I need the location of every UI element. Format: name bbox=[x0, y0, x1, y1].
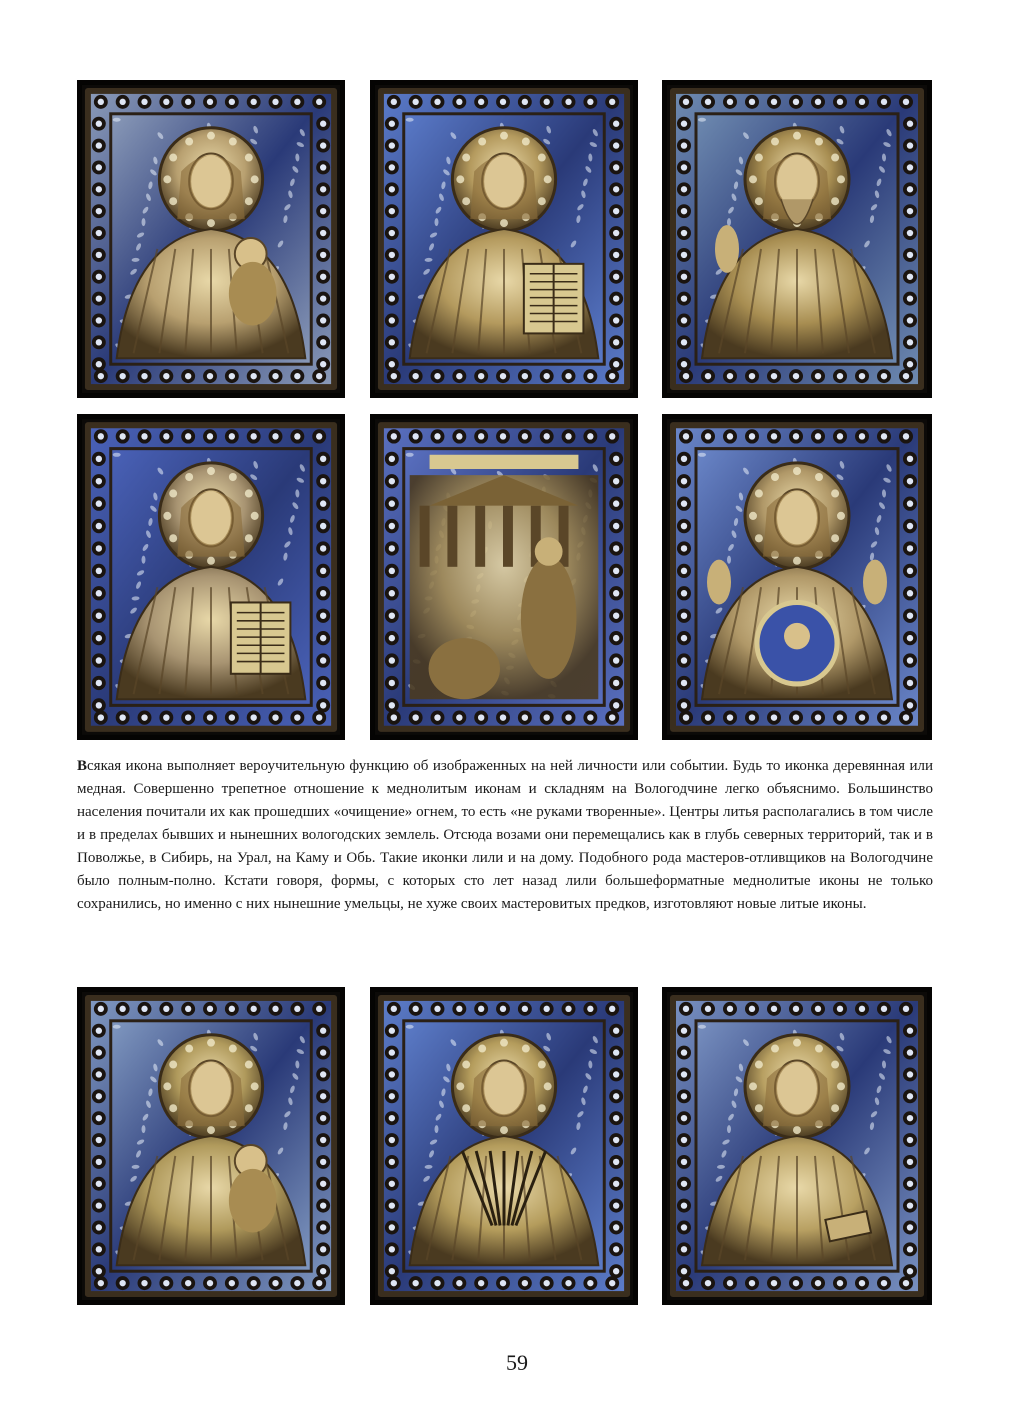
icon-plate-christ-pantocrator bbox=[370, 80, 638, 398]
body-text: сякая икона выполняет вероучительную функцию об изображенных на ней личности или событии. Будь то иконка деревянная или медная. Совершенно трепетное отношение к меднолитым иконам и складням на Вологодчине легко объяснимо. Большинство населения почитали их как прошедших «очищение» огнем, то есть «не руками творенные». Центры литья располагались в том числе и в пределах бывших и нынешних вологодских землель. Отсюда возами они перемещались как в глубь северных территорий, так и в Поволжье, в Сибирь, на Урал, на Каму и Обь. Такие иконки лили и на дому. Подобного рода мастеров-отливщиков на Вологодчине было полным-полно. Кстати говоря, формы, с которых сто лет назад лили большеформатные меднолитые иконы не только сохранились, но именно с них нынешние умельцы, не хуже своих мастеровитых предков, изготовляют новые литые иконы. bbox=[77, 758, 933, 912]
icon-plate-nativity-scene bbox=[370, 414, 638, 740]
icon-plate-virgin-seven-arrows bbox=[370, 987, 638, 1305]
icon-plate-saint-elder bbox=[662, 80, 932, 398]
body-paragraph bbox=[77, 755, 933, 916]
page-number: 59 bbox=[506, 1350, 528, 1375]
icon-plate-saint-nicholas bbox=[77, 414, 345, 740]
icon-plate-virgin-tenderness bbox=[77, 987, 345, 1305]
icon-plate-virgin-of-the-sign bbox=[662, 414, 932, 740]
icon-plate-virgin-hodegetria bbox=[77, 80, 345, 398]
drop-cap: В bbox=[77, 758, 88, 774]
icon-plate-saint-panteleimon bbox=[662, 987, 932, 1305]
